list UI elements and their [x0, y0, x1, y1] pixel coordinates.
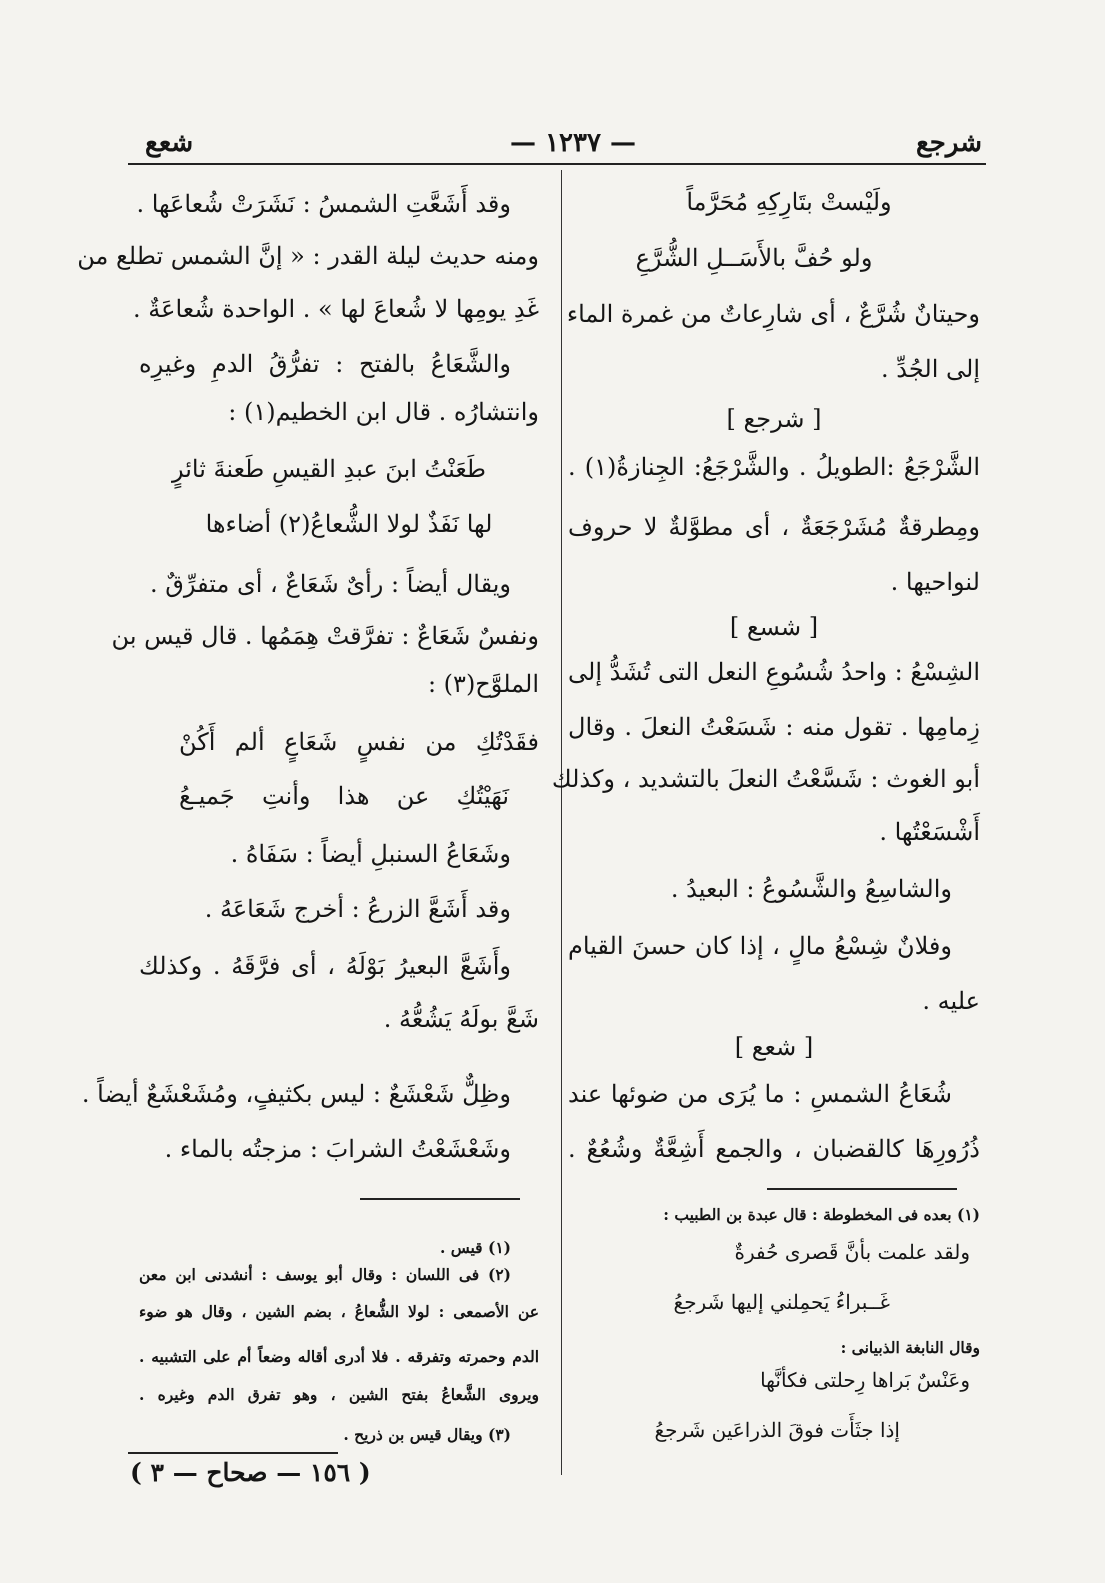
footnote-line: (١) بعده فى المخطوطة : قال عبدة بن الطبيب :	[663, 1205, 980, 1224]
header-left-word: شعع	[145, 128, 194, 158]
verse-line: لها نَفَذٌ لولا الشُّعاعُ(٢) أضاءها	[205, 510, 493, 538]
column-divider	[561, 170, 562, 1475]
text-line: ومِطرقةٌ مُشَرْجَعَةٌ ، أى مطوَّلةٌ لا حروف	[568, 513, 980, 541]
text-line: وظِلٌّ شَعْشَعٌ : ليس بكثيفٍ، ومُشَعْشَعٌ أيضاً .	[81, 1080, 511, 1108]
text-line: والشَّعَاعُ بالفتح : تفرُّقُ الدمِ وغيرِه	[139, 350, 511, 378]
verse-line: ولَيْستْ بتَارِكِهِ مُحَرَّماً	[686, 188, 892, 216]
section-heading: [ شعع ]	[734, 1033, 814, 1061]
text-line: ومنه حديث ليلة القدر : « إنَّ الشمس تطلع من	[77, 242, 539, 270]
text-line: الملوَّح(٣) :	[427, 670, 539, 698]
text-line: الشَّرْجَعُ :الطويلُ . والشَّرْجَعُ: الجِنازةُ(١) .	[568, 453, 981, 481]
text-line: ويقال أيضاً : رأىٌ شَعَاعٌ ، أى متفرِّقٌ .	[149, 570, 511, 598]
text-line: والشاسِعُ والشَّسُوعُ : البعيدُ .	[670, 875, 952, 903]
verse-line: ولو حُفَّ بالأَسَــلِ الشُّرَّعِ	[635, 244, 873, 272]
text-line: وشَعْشَعْتُ الشرابَ : مزجتُه بالماء .	[164, 1135, 511, 1163]
text-line: وفلانٌ شِسْعُ مالٍ ، إذا كان حسنَ القيام	[568, 932, 952, 960]
left-footnotes	[77, 0, 539, 1583]
section-heading: [ شرجع ]	[726, 405, 822, 433]
verse-line: طَعَنْتُ ابنَ عبدِ القيسِ طَعنةَ ثائرٍ	[171, 455, 487, 483]
text-line: زِمامِها . تقول منه : شَسَعْتُ النعلَ . وقال	[568, 713, 980, 741]
page-number: — ١٢٣٧ —	[510, 128, 636, 158]
text-line: ونفسٌ شَعَاعٌ : تفرَّقتْ هِمَمُها . قال قيس بن	[111, 622, 539, 650]
text-line: ذُرُورِهَا كالقضبان ، والجمع أَشِعَّةٌ وشُعُعٌ .	[568, 1135, 980, 1163]
right-footnotes	[551, 0, 980, 1583]
text-line: الشِسْعُ : واحدُ شُسُوعِ النعل التى تُشَدُّ إلى	[568, 658, 980, 686]
footnote-line: عن الأصمعى : لولا الشُّعاعُ ، بضم الشين ، وقال هو ضوء	[139, 1302, 539, 1321]
footnote-line: (١) قيس .	[439, 1238, 511, 1257]
verse-line: فقَدْتُكِ من نفسٍ شَعَاعٍ ألم أَكُنْ	[179, 728, 539, 756]
footnote-line: الدم وحمرته وتفرقه . فلا أدرى أقاله وضعاً أم على التشبيه .	[139, 1347, 539, 1366]
text-line: وشَعَاعُ السنبلِ أيضاً : سَفَاهُ .	[230, 840, 511, 868]
text-line: شَعَّ بولَهُ يَشُعُّهُ .	[383, 1005, 539, 1033]
footnote-verse: غَــبراءُ يَحمِلني إليها شَرجعُ	[673, 1290, 890, 1314]
text-line: وقد أَشَعَّ الزرعُ : أخرج شَعَاعَهُ .	[204, 895, 511, 923]
footnote-verse: إذا جثَأَت فوقَ الذراعَين شَرجعُ	[654, 1418, 900, 1442]
text-line: شُعَاعُ الشمسِ : ما يُرَى من ضوئها عند	[568, 1080, 952, 1108]
text-line: وقد أَشَعَّتِ الشمسُ : نَشَرَتْ شُعاعَها .	[136, 190, 511, 218]
footnote-line: (٣) ويقال قيس بن ذريح .	[343, 1425, 511, 1444]
text-line: غَدِ يومِها لا شُعاعَ لها » . الواحدة شُعاعَةٌ .	[133, 295, 539, 323]
section-heading: [ شسع ]	[729, 613, 819, 641]
footnote-line: ويروى الشَّعاعُ بفتح الشين ، وهو تفرق الدم وغيره .	[139, 1385, 539, 1404]
text-line: أبو الغوث : شَسَّعْتُ النعلَ بالتشديد ، وكذلك	[551, 765, 980, 793]
footnote-line: وقال النابغة الذبيانى :	[840, 1338, 980, 1357]
text-line: إلى الجُدِّ .	[881, 355, 980, 383]
text-line: عليه .	[922, 987, 980, 1015]
signature: ( ١٥٦ — صحاح — ٣ )	[130, 1458, 371, 1487]
text-line: وانتشارُه . قال ابن الخطيم(١) :	[228, 398, 539, 426]
header-right-word: شرجع	[915, 128, 982, 158]
signature-rule	[128, 1452, 338, 1454]
verse-line: نَهَيْتُكِ عن هذا وأنتِ جَميـعُ	[179, 782, 509, 810]
text-line: لنواحيها .	[890, 568, 980, 596]
text-line: وحيتانٌ شُرَّعٌ ، أى شارِعاتٌ من غمرة الماء	[566, 300, 980, 328]
footnote-verse: ولقد علمت بأنَّ قَصرى حُفرةٌ	[734, 1240, 970, 1264]
footnote-verse: وعَنْسٌ بَراها رِحلتى فكأنَّها	[760, 1368, 970, 1392]
text-line: أَشْسَعْتُها .	[879, 818, 980, 846]
text-line: وأَشَعَّ البعيرُ بَوْلَهُ ، أى فرَّقَهُ . وكذلك	[139, 952, 511, 980]
footnote-line: (٢) فى اللسان : وقال أبو يوسف : أنشدنى ابن معن	[139, 1265, 511, 1284]
